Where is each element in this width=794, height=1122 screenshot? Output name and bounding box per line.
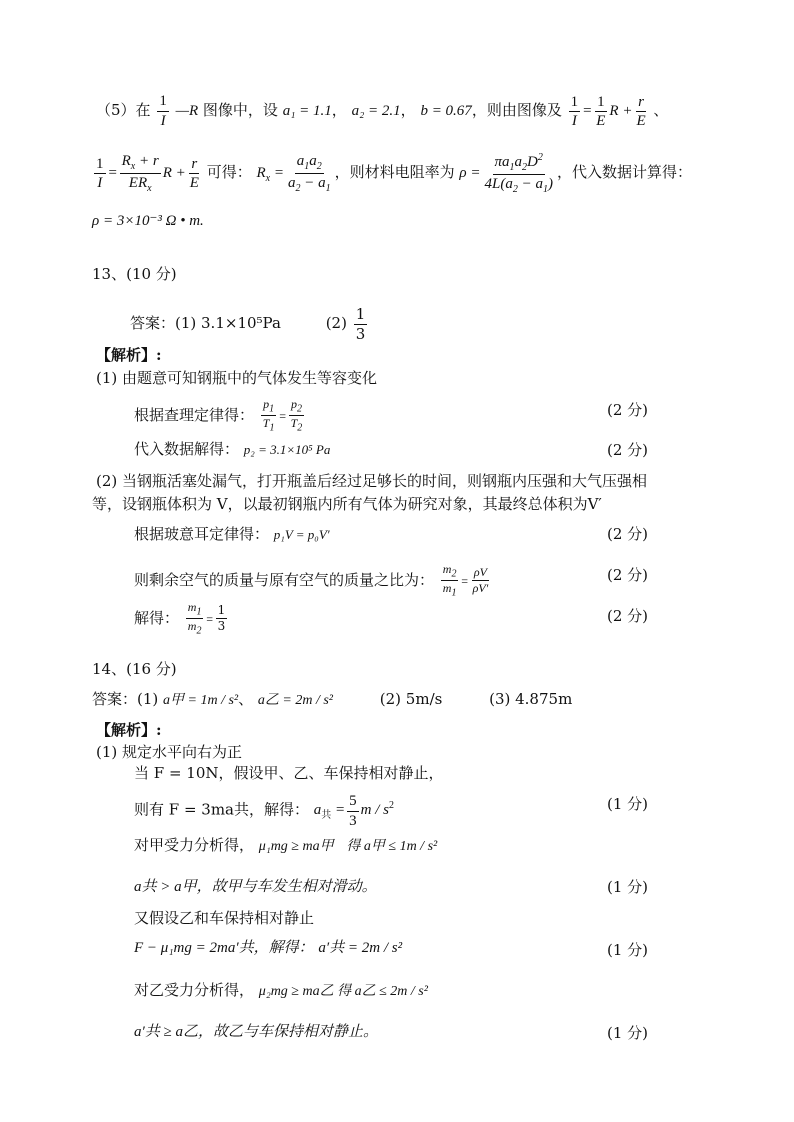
q14-answer-label: 答案：(1) <box>92 690 159 708</box>
p5-graph: 图像中，设 <box>202 101 278 119</box>
q14-score-2: (1 分) <box>607 878 649 896</box>
q13-score-3: (2 分) <box>607 525 649 543</box>
q14-s7-text: F − μ₁mg = 2ma′共，解得： <box>134 940 314 956</box>
q14-s6: 又假设乙和车保持相对静止 <box>134 909 315 927</box>
frac-p1-T1: $\frac{p_1}{T_1}$ <box>262 397 275 434</box>
frac-m1-m2: $\frac{m_1}{m_2}$ <box>187 600 202 637</box>
q14-s3-text: 则有 F = 3ma共，解得： <box>134 800 309 819</box>
p5-then: ，则由图像及 <box>471 101 562 119</box>
q13-step2b-text: 则剩余空气的质量与原有空气的质量之比为： <box>134 570 435 589</box>
q13-header: 13、(10 分) <box>92 265 177 283</box>
q13-score-4: (2 分) <box>607 566 649 584</box>
q13-step2-line2: 等，设钢瓶体积为 V，以最初钢瓶内所有气体为研究对象，其最终总体积为V′ <box>92 495 602 513</box>
formula-1: $\frac{1}{I}$ = $\frac{1}{E}$ R + $\frac{r}{E}$ <box>570 93 646 130</box>
b-value: b = 0.67 <box>420 103 472 119</box>
q14-answer: 答案：(1) a甲 = 1m / s²、 a乙 = 2m / s² (2) 5m/s (3) 4.875m <box>92 690 573 708</box>
q14-s4-text: 对甲受力分析得， <box>134 836 255 854</box>
q14-s4-eq: μ₁mg ≥ ma甲 <box>258 839 334 854</box>
q14-ans1a: a甲 = 1m / s² <box>163 693 239 708</box>
q13-step2c: 解得： $\frac{m_1}{m_2}$ = $\frac{1}{3}$ <box>134 600 226 637</box>
frac-rhoV: $\frac{\rho V}{\rho V'}$ <box>472 565 489 596</box>
q14-ans3: (3) 4.875m <box>489 690 573 708</box>
formula-rho: ρ = $\frac{\pi a_1a_2D^2}{4L(a_2 - a_1)}$ <box>459 152 553 195</box>
p5-result: ρ = 3×10⁻³ Ω • m. <box>92 213 204 229</box>
q13-analysis-label: 【解析】: <box>96 346 162 364</box>
q14-s4b: 得 a甲 ≤ 1m / s² <box>346 839 438 854</box>
p5-calc: ，代入数据计算得： <box>556 162 692 181</box>
q13-step2a-eq: p₁V = p₀V′ <box>273 527 330 542</box>
p5-line1: （5）在 $\frac{1}{I}$ —R 图像中，设 a₁ = 1.1， a₂ = 2.1， b = 0.67，则由图像及 $\frac{1}{I}$ = $\frac{1}{E}$ R + $\frac{r}{E}$ 、 <box>96 93 669 130</box>
q14-s1: (1) 规定水平向右为正 <box>96 743 243 761</box>
a2-value: a₂ = 2.1 <box>351 103 401 119</box>
q14-score-4: (1 分) <box>607 1024 649 1042</box>
q13-step1a-text: 根据查理定律得： <box>134 405 255 424</box>
q13-step2a <box>134 527 330 542</box>
formula-2: $\frac{1}{I}$ = $\frac{R_x + r}{ER_x}$ R + $\frac{r}{E}$ <box>96 153 199 194</box>
q13-step1: (1) 由题意可知钢瓶中的气体发生等容变化 <box>96 369 378 387</box>
frac-one-third: $\frac{1}{3}$ <box>355 305 366 343</box>
q14-s8-eq: μ₂mg ≥ ma乙 得 a乙 ≤ 2m / s² <box>258 984 428 999</box>
q13-step2b: 则剩余空气的质量与原有空气的质量之比为： $\frac{m_2}{m_1}$ = $\frac{\rho V}{\rho V'}$ <box>134 562 489 599</box>
q13-answer <box>130 306 369 342</box>
q13-step1b-text: 代入数据解得： <box>134 440 240 458</box>
p5-line2 <box>92 152 692 195</box>
q14-s3 <box>134 793 394 829</box>
q13-step1a: 根据查理定律得： $\frac{p_1}{T_1}$ = $\frac{p_2}{T_2}$ <box>134 397 303 434</box>
q14-s5: a共 > a甲，故甲与车发生相对滑动。 <box>134 879 377 895</box>
q14-s4 <box>134 838 437 854</box>
q13-score-2: (2 分) <box>607 441 649 459</box>
q14-s7-eq: a′共 = 2m / s² <box>318 940 403 956</box>
q13-step1b-eq: p₂ = 3.1×10⁵ Pa <box>243 442 331 457</box>
q14-s7 <box>134 940 402 956</box>
q14-score-1: (1 分) <box>607 795 649 813</box>
q13-step1b <box>134 442 330 457</box>
q13-answer-1: 答案：(1) 3.1×10⁵Pa <box>130 314 281 332</box>
dash-R: —R <box>175 103 199 119</box>
q14-ans2: (2) 5m/s <box>379 690 443 708</box>
q13-step2-line1: (2) 当钢瓶活塞处漏气，打开瓶盖后经过足够长的时间，则钢瓶内压强和大气压强相 <box>96 472 648 490</box>
frac-1-over-I: $\frac{1}{I}$ <box>159 93 167 129</box>
p5-prefix: （5）在 <box>96 101 151 119</box>
q13-score-1: (2 分) <box>607 401 649 419</box>
q14-s9: a′共 ≥ a乙，故乙与车保持相对静止。 <box>134 1024 379 1040</box>
q14-header: 14、(16 分) <box>92 660 177 678</box>
p5-canget: 可得： <box>206 162 252 181</box>
frac-m2-m1: $\frac{m_2}{m_1}$ <box>442 562 457 599</box>
q14-s3-eq: $a_共$ = $\frac{5}{3}$ m / $s^2$ <box>313 793 394 829</box>
q13-step2c-text: 解得： <box>134 608 180 627</box>
q13-answer-2-label: (2) <box>325 314 347 332</box>
frac-p2-T2: $\frac{p_2}{T_2}$ <box>290 397 303 434</box>
a1-value: a₁ = 1.1 <box>282 103 332 119</box>
q14-analysis-label: 【解析】: <box>96 721 162 739</box>
formula-Rx: $R_x$ = $\frac{a_1a_2}{a_2 - a_1}$ <box>256 153 331 194</box>
frac-one-third-2: $\frac{1}{3}$ <box>217 603 226 634</box>
q14-s8-text: 对乙受力分析得， <box>134 981 255 999</box>
q14-score-3: (1 分) <box>607 941 649 959</box>
q14-s2: 当 F = 10N，假设甲、乙、车保持相对静止， <box>134 764 444 782</box>
q13-step2a-text: 根据玻意耳定律得： <box>134 525 270 543</box>
q13-score-5: (2 分) <box>607 607 649 625</box>
q14-s8 <box>134 983 428 999</box>
q14-ans1b: a乙 = 2m / s² <box>257 693 333 708</box>
p5-rho-intro: ，则材料电阻率为 <box>334 162 455 181</box>
